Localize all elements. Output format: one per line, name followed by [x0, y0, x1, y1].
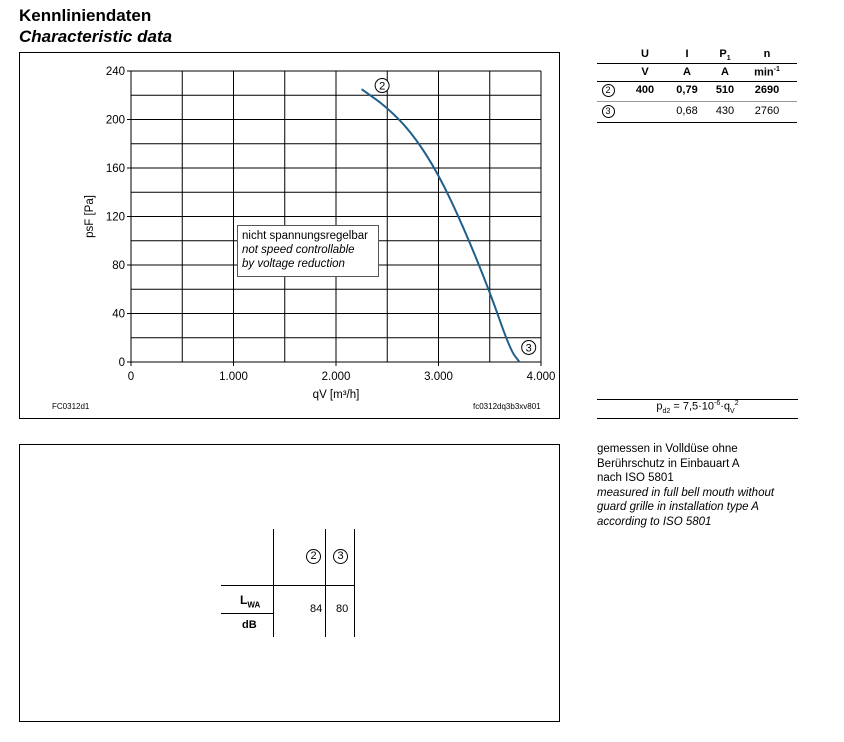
row-2-i: 0,79 — [676, 84, 698, 96]
title-english: Characteristic data — [19, 27, 173, 46]
y-tick-label: 120 — [105, 211, 125, 224]
speed-control-note — [237, 225, 379, 277]
point-3-marker: 3 — [602, 105, 615, 118]
x-tick-label: 2.000 — [321, 371, 351, 383]
unit-rpm: $\min^{-1}$ — [754, 66, 780, 79]
noise-hline-unit — [221, 613, 273, 614]
row-3-i: 0,68 — [676, 105, 698, 117]
noise-value-2: 84 — [310, 603, 323, 615]
unit-a-power: A — [721, 66, 729, 78]
noise-panel — [19, 444, 560, 722]
noise-point-3-marker: 3 — [333, 549, 348, 564]
note-line-en-2: by voltage reduction — [242, 258, 345, 270]
noise-hline-top — [221, 585, 354, 586]
table-divider-top — [597, 63, 797, 64]
meas-de-1: gemessen in Volldüse ohne — [597, 443, 738, 455]
note-line-en-1: not speed controllable — [242, 244, 355, 256]
meas-en-1: measured in full bell mouth without — [597, 486, 775, 499]
series-curve-2 — [362, 89, 520, 362]
meas-en-3: according to ISO 5801 — [597, 515, 712, 528]
table-divider-bottom — [597, 122, 797, 123]
noise-label-sub: WA — [247, 600, 261, 610]
noise-vline-1 — [273, 529, 274, 637]
row-2-p1: 510 — [715, 84, 735, 96]
noise-col-3 — [333, 549, 348, 564]
header-n: n — [763, 48, 771, 60]
y-tick-label: 200 — [105, 114, 125, 127]
x-tick-label: 4.000 — [526, 371, 556, 383]
header-p1: $P_1$ — [719, 48, 731, 63]
measurement-note — [597, 442, 774, 529]
point-2-marker: 2 — [602, 84, 615, 97]
row-3-n: 2760 — [754, 105, 780, 117]
formula-rule-bottom — [597, 418, 798, 419]
unit-v: V — [641, 66, 649, 78]
curve-point-2-label: 2 — [379, 80, 386, 93]
row-3-point — [597, 105, 619, 118]
noise-label-main: L — [240, 593, 248, 607]
curve-point-3-label: 3 — [525, 342, 532, 355]
header-i: I — [685, 48, 689, 60]
meas-de-2: Berührschutz in Einbauart A — [597, 457, 740, 470]
x-tick-label: 1.000 — [219, 371, 248, 383]
meas-en-2: guard grille in installation type A — [597, 501, 759, 513]
header-u: U — [641, 48, 649, 60]
noise-vline-2 — [325, 529, 326, 637]
chart-code-right: fc0312dq3b3xv801 — [473, 402, 541, 411]
noise-vline-3 — [354, 529, 355, 637]
dynamic-pressure-formula: $p_{d2} = 7,5\cdot 10^{-6}\cdot q_V^2$ — [656, 400, 739, 415]
row-2-point — [597, 84, 619, 97]
y-tick-label: 40 — [112, 308, 125, 321]
meas-de-3: nach ISO 5801 — [597, 472, 674, 484]
row-2-u: 400 — [635, 84, 655, 96]
noise-point-2-marker: 2 — [306, 549, 321, 564]
chart-panel — [19, 52, 560, 419]
y-tick-label: 240 — [105, 66, 125, 78]
row-2-n: 2690 — [754, 84, 780, 96]
chart-code-left: FC0312d1 — [52, 402, 90, 411]
table-divider-mid — [597, 81, 797, 82]
noise-col-2 — [306, 549, 321, 564]
noise-unit: dB — [242, 619, 257, 631]
note-line-de: nicht spannungsregelbar — [242, 230, 368, 242]
x-tick-label: 3.000 — [424, 371, 453, 383]
title-german: Kennliniendaten — [19, 6, 152, 25]
table-divider-row — [597, 101, 797, 102]
y-tick-label: 80 — [112, 260, 125, 272]
x-tick-label: 0 — [127, 371, 135, 383]
y-axis-label: psF [Pa] — [84, 195, 96, 238]
y-tick-label: 160 — [105, 163, 125, 175]
x-axis-label: qV [m³/h] — [312, 389, 360, 401]
noise-label — [240, 593, 260, 609]
row-3-p1: 430 — [715, 105, 735, 117]
operating-data-table — [597, 46, 797, 126]
noise-value-3: 80 — [336, 603, 349, 615]
y-tick-label: 0 — [118, 357, 125, 369]
unit-a-current: A — [683, 66, 691, 78]
